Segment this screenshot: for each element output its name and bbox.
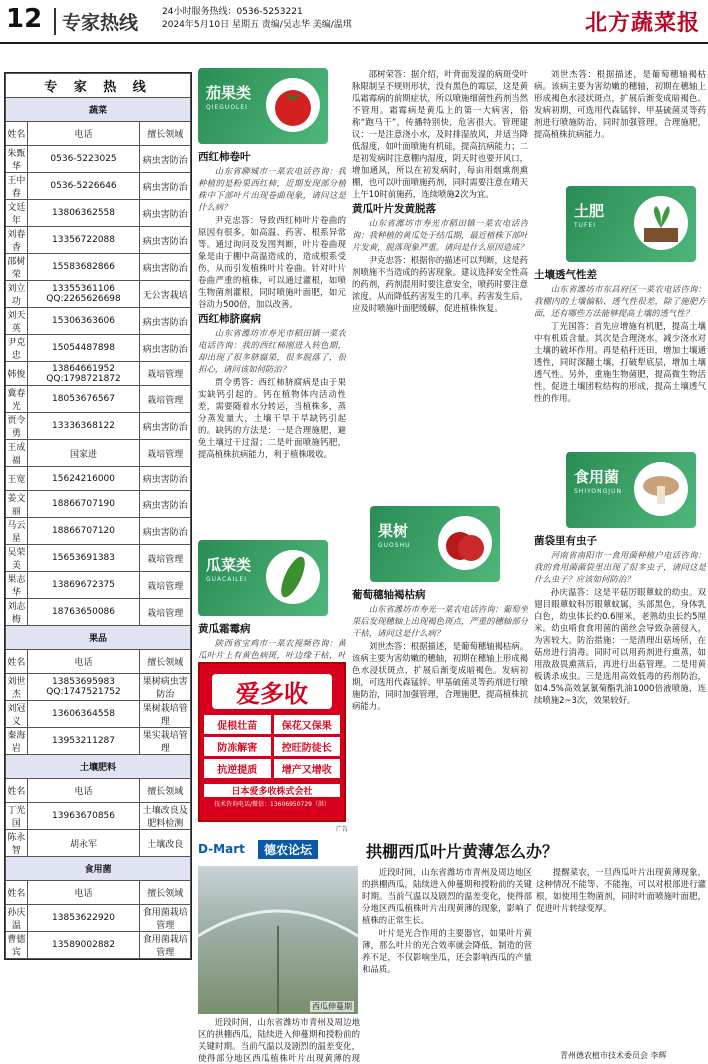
table-header-row bbox=[6, 650, 191, 674]
expert-specialty: 土壤改良 bbox=[140, 830, 191, 857]
table-row bbox=[6, 518, 191, 545]
article-answer: 孙庆温答：这是平菇厉眼蕈蚊的幼虫。双翅目眼蕈蚊科厉眼蕈蚊属，头部黑色，身体乳白色，幼虫体长约0.6厘米，老熟幼虫长约5厘米。幼虫啃食食用菌的菌丝会导致杂菌侵入，为害较大。防治措施：一是清理出菇场所，在菇房进行消毒。同时可以用药剂进行熏蒸，如用敌敌畏熏蒸后，再进行出菇管理。二是用黄板诱杀成虫。三是选用高效低毒的药剂防治，如4.5%高效氯氰菊酯乳油1000倍液喷施，连续喷施2~3次，效果较好。 bbox=[534, 587, 706, 705]
expert-specialty: 病虫害防治 bbox=[140, 146, 191, 173]
table-row bbox=[6, 440, 191, 467]
article-answer-cont: 刘世杰答：根据描述，是葡萄穗轴褐枯病。该病主要为害幼嫩的穗轴，初期在穗轴上形成褐色水浸状斑点，扩展后渐变成暗褐色。发病初期，可选用代森锰锌、甲基硫菌灵等药剂进行喷施防治，同时加强管理，合理施肥，提高植株抗病能力。 bbox=[534, 69, 706, 139]
expert-phone: 13589002882 bbox=[27, 932, 140, 959]
badge-fruit-title: 果树 bbox=[378, 522, 409, 540]
badge-melon-subtitle: GUACAILEI bbox=[206, 576, 248, 583]
article-answer: 贾令勇答：西红柿脐腐病是由于果实缺钙引起的。钙在植物体内活动性差，需要随着水分转运，当植株多，蒸分蒸发量大，土壤干旱干旱缺钙引起的。缺钙的方法是：一是合理施肥，避免土壤过干过湿；二是叶面喷施钙肥，提高植株抗病能力，利于植株吸收。 bbox=[198, 377, 346, 459]
table-title: 专 家 热 线 bbox=[6, 74, 191, 98]
table-row bbox=[6, 362, 191, 386]
expert-specialty: 栽培管理 bbox=[140, 386, 191, 413]
ad-title: 爱多收 bbox=[212, 674, 332, 709]
table-category: 果品 bbox=[6, 626, 191, 650]
ad-slogan: 增产又增收 bbox=[274, 759, 341, 778]
advertisement[interactable] bbox=[198, 662, 346, 822]
expert-phone: 18053676567 bbox=[27, 386, 140, 413]
column-2b bbox=[198, 620, 346, 660]
expert-specialty: 果实栽培管理 bbox=[140, 728, 191, 755]
table-header-row bbox=[6, 779, 191, 803]
table-row bbox=[6, 674, 191, 701]
expert-name: 丁光国 bbox=[6, 803, 28, 830]
table-header-row bbox=[6, 122, 191, 146]
column-3 bbox=[352, 68, 528, 528]
expert-name: 邵树荣 bbox=[6, 254, 28, 281]
expert-name: 吴荣美 bbox=[6, 545, 28, 572]
expert-specialty: 栽培管理 bbox=[140, 362, 191, 386]
table-header: 姓名 bbox=[6, 881, 28, 905]
expert-specialty: 食用菌栽培管理 bbox=[140, 905, 191, 932]
table-header: 电话 bbox=[27, 122, 140, 146]
feature-col-2 bbox=[536, 866, 706, 1050]
table-row bbox=[6, 905, 191, 932]
table-row bbox=[6, 308, 191, 335]
article-title: 土壤透气性差 bbox=[534, 269, 597, 281]
badge-fungus-subtitle: SHIYONGJUN bbox=[574, 488, 622, 495]
cucumber-icon bbox=[266, 550, 320, 604]
badge-soil-subtitle: TUFEI bbox=[574, 222, 597, 229]
expert-phone: 15583682866 bbox=[27, 254, 140, 281]
badge-melon bbox=[198, 540, 328, 616]
greenhouse-image bbox=[198, 866, 358, 1014]
expert-specialty: 病虫害防治 bbox=[140, 227, 191, 254]
expert-name: 王宽 bbox=[6, 467, 28, 491]
table-row bbox=[6, 803, 191, 830]
badge-melon-title: 瓜菜类 bbox=[206, 556, 252, 574]
expert-name: 王中春 bbox=[6, 173, 28, 200]
expert-specialty: 栽培管理 bbox=[140, 545, 191, 572]
date-line: 2024年5月10日 星期五 责编/吴志华 美编/温琪 bbox=[162, 20, 352, 30]
expert-phone: 0536-5226646 bbox=[27, 173, 140, 200]
article-answer: 邵树荣答：据介绍，叶背面发湿的病斑受叶脉限制呈不规则形状，没有黑色的霉层，这是黄瓜霜霉病的前期症状，所以喷施细菌性药剂当然不管用。霜霉病是黄瓜上的第一大病害，俗称“跑马干”，传播特别快，危害很大。管理建议：一是注意浇小水，及时排湿放风，并适当降低湿度，如叶面喷施有机硅，提高抗病能力；二是初发病时注意棚内湿度，阴天时也要开风口，增加通风，所以在初发病时，每亩用烟熏剂熏棚，也可以叶面喷施药剂，同时需要注意在晴天上午10时前施药，连续喷施2次为宜。 bbox=[352, 69, 528, 199]
expert-phone: 13953211287 bbox=[27, 728, 140, 755]
expert-specialty: 栽培管理 bbox=[140, 599, 191, 626]
expert-name: 刘志梅 bbox=[6, 599, 28, 626]
expert-specialty: 食用菌栽培管理 bbox=[140, 932, 191, 959]
article-title: 菌袋里有虫子 bbox=[534, 535, 597, 547]
expert-specialty: 无公害栽培 bbox=[140, 281, 191, 308]
table-header: 擅长领域 bbox=[140, 881, 191, 905]
expert-specialty: 病虫害防治 bbox=[140, 200, 191, 227]
forum-label: 德农论坛 bbox=[258, 840, 318, 859]
table-row bbox=[6, 227, 191, 254]
table-header: 电话 bbox=[27, 779, 140, 803]
column-4-top bbox=[534, 68, 706, 184]
plant-icon bbox=[634, 196, 688, 250]
expert-phone: 13356722088 bbox=[27, 227, 140, 254]
expert-specialty: 果树病虫害防治 bbox=[140, 674, 191, 701]
page-number: 12 bbox=[6, 4, 43, 34]
article-title: 西红柿卷叶 bbox=[198, 151, 251, 163]
table-row bbox=[6, 491, 191, 518]
feature-col-1 bbox=[362, 866, 532, 1062]
feature-paragraph: 近段时间，山东省潍坊市青州及周边地区的拱棚西瓜，陆续进入伸蔓期和授粉前的关键时期。当前气温以及剧烈的温差变化，使得部分地区西瓜植株叶片出现黄薄的现象，影响了植株的正常生长。 bbox=[362, 867, 532, 925]
expert-name: 韩俊 bbox=[6, 362, 28, 386]
expert-specialty: 病虫害防治 bbox=[140, 335, 191, 362]
expert-table-grid bbox=[5, 73, 191, 959]
expert-specialty: 病虫害防治 bbox=[140, 467, 191, 491]
table-row bbox=[6, 173, 191, 200]
expert-phone: 13606364558 bbox=[27, 701, 140, 728]
expert-phone: 13336368122 bbox=[27, 413, 140, 440]
feature-paragraph: 叶片是光合作用的主要器官，如果叶片黄薄，那么叶片的光合效率就会降低，制造的营养不足，不仅影响坐瓜，还会影响西瓜的产量和品质。 bbox=[362, 928, 532, 974]
expert-name: 尹克忠 bbox=[6, 335, 28, 362]
table-row bbox=[6, 386, 191, 413]
expert-specialty: 土壤改良及肥料检测 bbox=[140, 803, 191, 830]
badge-soil bbox=[566, 186, 696, 262]
table-category: 土壤肥料 bbox=[6, 755, 191, 779]
expert-phone: 13963670856 bbox=[27, 803, 140, 830]
apple-icon bbox=[438, 516, 492, 570]
header-info bbox=[162, 6, 352, 32]
expert-phone: 18866707190 bbox=[27, 491, 140, 518]
photo-caption: 西瓜伸蔓期 bbox=[312, 1002, 352, 1011]
expert-name: 秦海岩 bbox=[6, 728, 28, 755]
page-header bbox=[0, 0, 708, 44]
article-title: 黄瓜叶片发黄脱落 bbox=[352, 203, 436, 215]
ad-slogan: 控旺防徒长 bbox=[274, 737, 341, 756]
expert-phone: 15306363606 bbox=[27, 308, 140, 335]
table-row bbox=[6, 728, 191, 755]
expert-name: 姜文丽 bbox=[6, 491, 28, 518]
table-row bbox=[6, 467, 191, 491]
article-answer: 尹克忠答：根据你的描述可以判断，这是药剂喷施不当造成的药害现象。建议选择安全性高的药剂，药剂混用时要注意安全，喷药时要注意浓度，从而降低药害发生的几率。药害发生后，应及时喷施叶面肥缓解，促进植株恢复。 bbox=[352, 255, 528, 313]
ad-slogan: 促根壮苗 bbox=[204, 715, 271, 734]
badge-vegetable-title: 茄果类 bbox=[206, 84, 252, 102]
table-row bbox=[6, 200, 191, 227]
expert-name: 果志华 bbox=[6, 572, 28, 599]
expert-phone: 18866707120 bbox=[27, 518, 140, 545]
table-header: 姓名 bbox=[6, 122, 28, 146]
expert-phone: 0536-5223025 bbox=[27, 146, 140, 173]
article-question: 山东省潍坊市东昌府区一菜农电话咨询：我棚内的土壤偏粘、透气性很差，除了施肥方面，还有哪些方法能够提高土壤的透气性？ bbox=[534, 284, 706, 318]
expert-name: 马云星 bbox=[6, 518, 28, 545]
table-row bbox=[6, 335, 191, 362]
article-question: 山东省潍坊市寿光市稻田镇一菜农电话咨询：我的西红柿刚进入转色期，却出现了很多脐腐果，很多脱落了，很担心，请问该如何防治？ bbox=[198, 328, 346, 374]
table-row bbox=[6, 413, 191, 440]
expert-name: 曹德宾 bbox=[6, 932, 28, 959]
article-question: 山东省潍坊市寿光市稻田镇一菜农电话咨询：我种植的黄瓜处于结瓜期，最近植株下部叶片发黄，脱落现象严重。请问是什么原因造成？ bbox=[352, 218, 528, 252]
table-category: 食用菌 bbox=[6, 857, 191, 881]
article-question: 河南省南阳市一食用菌种植户电话咨询：我的食用菌菌袋里出现了很多虫子，请问这是什么虫子？应该如何防治？ bbox=[534, 550, 706, 584]
table-header-row bbox=[6, 881, 191, 905]
expert-name: 刘立功 bbox=[6, 281, 28, 308]
article-title: 黄瓜霜霉病 bbox=[198, 623, 251, 635]
expert-name: 贾令勇 bbox=[6, 413, 28, 440]
table-row bbox=[6, 572, 191, 599]
ad-tag: 广告 bbox=[336, 826, 349, 833]
section-title: 专家热线 bbox=[54, 8, 138, 35]
expert-phone: 15054487898 bbox=[27, 335, 140, 362]
newspaper-logo: 北方蔬菜报 bbox=[584, 10, 700, 36]
article-question: 山东省潍坊市寿光一菜农电话咨询：葡萄坐果后发现穗轴上出现褐色斑点，严重的穗轴部分干枯，请问这是什么病？ bbox=[352, 604, 528, 638]
column-4b bbox=[534, 532, 706, 832]
table-row bbox=[6, 830, 191, 857]
expert-phone: 国家进 bbox=[27, 440, 140, 467]
expert-name: 孙庆温 bbox=[6, 905, 28, 932]
expert-phone: 13864661952 QQ:1798721872 bbox=[27, 362, 140, 386]
expert-specialty: 病虫害防治 bbox=[140, 308, 191, 335]
badge-vegetable-subtitle: QIEGUOLEI bbox=[206, 104, 248, 111]
table-row bbox=[6, 281, 191, 308]
article-answer: 丁光国答：首先应增施有机肥，提高土壤中有机质含量。其次是合理浇水，减少浇水对土壤的破坏作用。再是秸秆还田，增加土壤通透性，同时深翻土壤，打破犁底层，增加土壤透气性。另外，重施生物菌肥，提高微生物活性，促进土壤团粒结构的形成，提高土壤透气性的作用。 bbox=[534, 321, 706, 403]
expert-name: 冀春光 bbox=[6, 386, 28, 413]
article-question: 山东省聊城市一菜农电话咨询：我种植的是粉果西红柿，近期发现部分植株中下部叶片出现卷曲现象，请问这是什么病？ bbox=[198, 166, 346, 212]
article-answer: 尹克忠答：导致西红柿叶片卷曲的原因有很多，如高温、药害、根系异常等。通过询问及发图判断，叶片卷曲现象是由于棚中高温造成的，造成根系受伤，从而引发植株叶片卷曲。针对叶片卷曲严重的植株，可以通过灌根，如喷生物菌剂灌根，同时喷施叶面肥，如元谷动力500倍，加以改善。 bbox=[198, 215, 346, 309]
ad-slogan: 抗逆提质 bbox=[204, 759, 271, 778]
expert-phone: 18763650086 bbox=[27, 599, 140, 626]
table-header: 姓名 bbox=[6, 779, 28, 803]
table-header: 擅长领域 bbox=[140, 650, 191, 674]
expert-specialty: 果树栽培管理 bbox=[140, 701, 191, 728]
watermelon-photo bbox=[198, 866, 358, 1014]
article-title: 西红柿脐腐病 bbox=[198, 313, 261, 325]
table-header: 擅长领域 bbox=[140, 122, 191, 146]
expert-table bbox=[4, 72, 192, 960]
table-header: 擅长领域 bbox=[140, 779, 191, 803]
article-title: 葡萄穗轴褐枯病 bbox=[352, 589, 426, 601]
badge-fruit-subtitle: GUOSHU bbox=[378, 542, 411, 549]
expert-name: 刘冠义 bbox=[6, 701, 28, 728]
column-4 bbox=[534, 266, 706, 446]
expert-name: 陈永智 bbox=[6, 830, 28, 857]
expert-phone: 13853622920 bbox=[27, 905, 140, 932]
table-row bbox=[6, 146, 191, 173]
expert-specialty: 栽培管理 bbox=[140, 440, 191, 467]
table-row bbox=[6, 701, 191, 728]
expert-specialty: 病虫害防治 bbox=[140, 413, 191, 440]
expert-name: 朱甄华 bbox=[6, 146, 28, 173]
badge-fungus bbox=[566, 452, 696, 528]
expert-phone: 15624216000 bbox=[27, 467, 140, 491]
table-row bbox=[6, 599, 191, 626]
expert-phone: 13853695983 QQ:1747521752 bbox=[27, 674, 140, 701]
ad-slogan: 保花又保果 bbox=[274, 715, 341, 734]
expert-name: 刘天英 bbox=[6, 308, 28, 335]
feature-title: 拱棚西瓜叶片黄薄怎么办？ bbox=[366, 842, 559, 861]
table-category: 蔬菜 bbox=[6, 98, 191, 122]
feature-banner bbox=[198, 836, 708, 864]
hotline: 24小时服务热线：0536-5253221 bbox=[162, 7, 303, 17]
expert-name: 刘世杰 bbox=[6, 674, 28, 701]
feature-paragraph: 提醒菜农，一旦西瓜叶片出现黄薄现象，这种情况不能等、不能拖，可以对根部进行灌根，如使用生物菌剂，同时叶面喷施叶面肥，促进叶片转绿变厚。 bbox=[536, 867, 706, 913]
expert-phone: 15653691383 bbox=[27, 545, 140, 572]
column-3b bbox=[352, 586, 528, 830]
table-header: 姓名 bbox=[6, 650, 28, 674]
expert-specialty: 病虫害防治 bbox=[140, 491, 191, 518]
expert-name: 文廷年 bbox=[6, 200, 28, 227]
expert-phone: 13806362558 bbox=[27, 200, 140, 227]
table-row bbox=[6, 545, 191, 572]
expert-phone: 13355361106 QQ:2265626698 bbox=[27, 281, 140, 308]
ad-contact: 技术咨询电话/微信：13606950729（洪） bbox=[213, 801, 330, 808]
mushroom-icon bbox=[634, 462, 688, 516]
expert-specialty: 病虫害防治 bbox=[140, 518, 191, 545]
expert-specialty: 栽培管理 bbox=[140, 572, 191, 599]
table-row bbox=[6, 932, 191, 959]
expert-name: 王成福 bbox=[6, 440, 28, 467]
ad-slogans bbox=[200, 715, 344, 778]
ad-company: 日本爱多收株式会社 bbox=[204, 784, 340, 797]
expert-phone: 胡永军 bbox=[27, 830, 140, 857]
tomato-icon bbox=[266, 78, 320, 132]
expert-specialty: 病虫害防治 bbox=[140, 173, 191, 200]
brand-logo: D-Mart bbox=[198, 842, 245, 856]
badge-vegetable bbox=[198, 68, 328, 144]
ad-slogan: 防冻解害 bbox=[204, 737, 271, 756]
feature-author: 青州德农植市技术委员会 李辉 bbox=[560, 1051, 667, 1060]
badge-fungus-title: 食用菌 bbox=[574, 468, 620, 486]
feature-lead bbox=[198, 1016, 360, 1062]
feature-paragraph: 近段时间，山东省潍坊市青州及周边地区的拱棚西瓜，陆续进入伸蔓期和授粉前的关键时期。当前气温以及剧烈的温差变化，使得部分地区西瓜植株叶片出现黄薄的现 bbox=[198, 1017, 360, 1062]
expert-phone: 13869672375 bbox=[27, 572, 140, 599]
expert-specialty: 病虫害防治 bbox=[140, 254, 191, 281]
article-question: 陕西省宝鸡市一菜农视频咨询：黄瓜叶片上有黄色病斑，叶边缘干枯，叶 bbox=[198, 638, 346, 660]
badge-soil-title: 土肥 bbox=[574, 202, 605, 220]
article-answer: 刘世杰答：根据描述，是葡萄穗轴褐枯病。该病主要为害幼嫩的穗轴，初期在穗轴上形成褐色水浸状斑点，扩展后渐变成暗褐色。发病初期，可选用代森锰锌、甲基硫菌灵等药剂进行喷施防治，同时加强管理，合理施肥，提高植株抗病能力。 bbox=[352, 641, 528, 711]
table-row bbox=[6, 254, 191, 281]
badge-fruit bbox=[370, 506, 500, 582]
expert-name: 刘春香 bbox=[6, 227, 28, 254]
table-header: 电话 bbox=[27, 650, 140, 674]
table-header: 电话 bbox=[27, 881, 140, 905]
